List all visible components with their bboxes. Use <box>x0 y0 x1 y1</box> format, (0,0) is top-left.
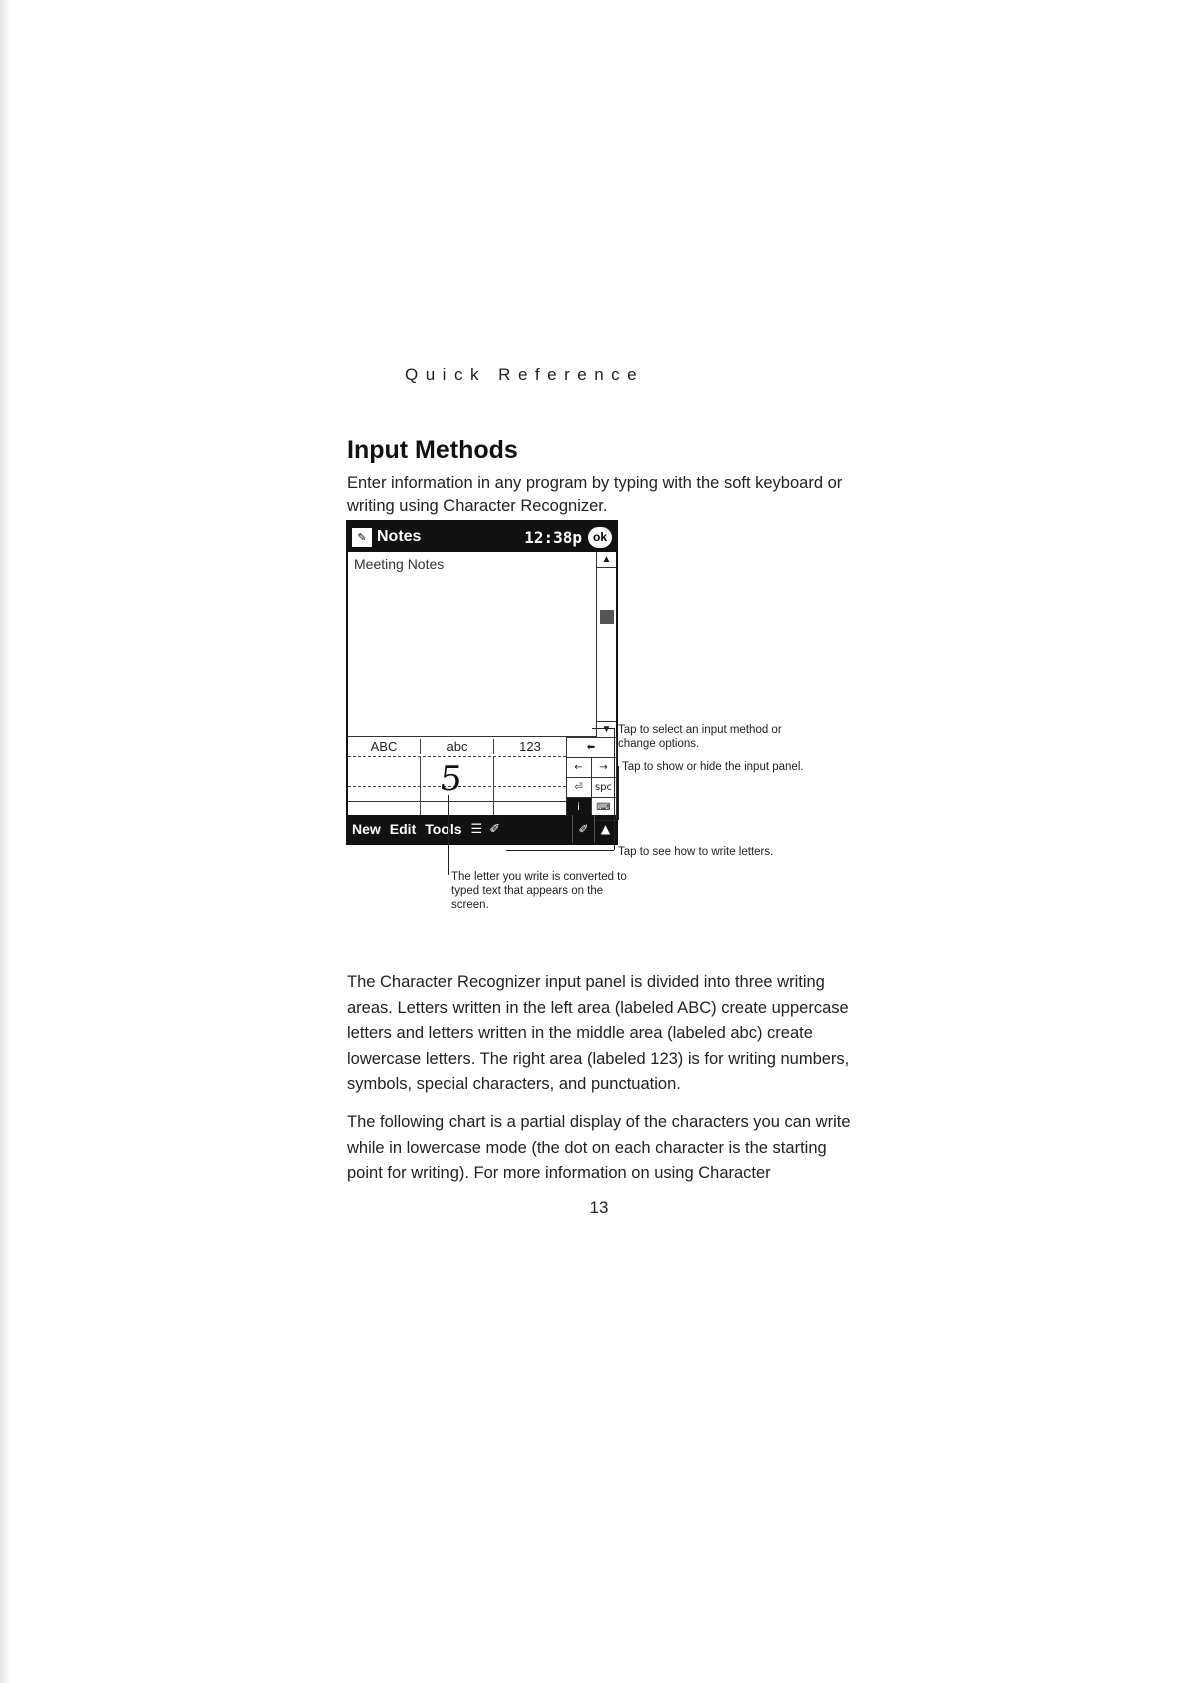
writing-area-divider-1 <box>420 757 421 816</box>
help-key[interactable]: i <box>566 797 592 818</box>
zone-label-123[interactable]: 123 <box>519 739 541 754</box>
vertical-scrollbar[interactable] <box>596 552 616 737</box>
callout-letter-converted: The letter you write is converted to typed text that appears on the screen. <box>451 871 627 911</box>
handwritten-ink-stroke: 5 <box>437 759 464 799</box>
writing-area[interactable] <box>348 757 566 817</box>
writing-area-divider-2 <box>493 757 494 816</box>
left-arrow-key[interactable]: ← <box>566 757 592 778</box>
pen-icon[interactable]: ✐ <box>489 821 501 837</box>
running-head: Quick Reference <box>405 365 645 384</box>
scrollbar-thumb[interactable] <box>600 610 614 624</box>
edit-button[interactable]: Edit <box>389 821 417 837</box>
enter-key[interactable]: ⏎ <box>566 777 592 798</box>
leader-line-a <box>592 728 614 729</box>
callout-show-hide-panel: Tap to show or hide the input panel. <box>622 761 804 773</box>
right-arrow-key[interactable]: → <box>591 757 617 778</box>
zone-label-abc-lower[interactable]: abc <box>421 739 494 754</box>
ok-button[interactable]: ok <box>588 527 612 548</box>
writing-guide-solid <box>348 801 566 802</box>
command-bar <box>348 815 616 843</box>
scan-edge-shadow <box>0 0 12 1683</box>
input-methods-figure <box>346 520 826 940</box>
pda-device-screenshot <box>346 520 618 845</box>
page-number: 13 <box>589 1198 609 1217</box>
page-title: Input Methods <box>347 436 518 464</box>
leader-line-vertical-a <box>614 728 615 820</box>
keyboard-key[interactable]: ⌨ <box>591 797 617 818</box>
list-icon[interactable]: ☰ <box>470 821 483 837</box>
pda-title-bar <box>348 522 616 552</box>
pda-app-title: Notes <box>377 528 422 545</box>
intro-paragraph: Enter information in any program by typing with the soft keyboard or writing using Character Recognizer. <box>347 474 843 515</box>
tools-button[interactable]: Tools <box>425 821 462 837</box>
body-paragraph-1: The Character Recognizer input panel is divided into three writing areas. Letters written in the left area (labeled ABC) create uppercase letters and letters written in the middle area (labeled abc) create lowercase letters. The right area (labeled 123) is for writing numbers, symbols, special characters, and punctuation. <box>347 973 850 1093</box>
leader-line-vertical-b <box>618 766 619 820</box>
notes-icon: ✎ <box>352 528 372 547</box>
note-text: Meeting Notes <box>354 556 445 572</box>
input-panel-pen-icon[interactable]: ✐ <box>572 815 594 843</box>
new-button[interactable]: New <box>352 821 381 837</box>
scroll-down-arrow-icon[interactable]: ▼ <box>597 721 616 737</box>
scroll-up-arrow-icon[interactable]: ▲ <box>597 552 616 568</box>
input-panel-zone-labels <box>348 737 566 757</box>
character-recognizer-panel[interactable] <box>348 737 616 817</box>
leader-line-c <box>506 850 614 851</box>
leader-line-vertical-d <box>448 795 449 875</box>
clock-label: 12:38p <box>524 527 582 547</box>
leader-line-vertical-c <box>614 820 615 850</box>
callout-select-input-method: Tap to select an input method or change options. <box>618 724 782 750</box>
input-panel-keys[interactable] <box>566 737 616 817</box>
body-paragraph-2: The following chart is a partial display of the characters you can write while in lowercase mode (the dot on each character is the starting point for writing). For more information on using Character <box>347 1113 851 1182</box>
note-canvas[interactable] <box>348 552 616 737</box>
chevron-up-icon[interactable]: ▲ <box>594 815 616 843</box>
callout-see-how-to-write: Tap to see how to write letters. <box>618 846 774 858</box>
zone-label-abc-upper[interactable]: ABC <box>348 739 421 754</box>
space-key[interactable]: spc <box>591 777 617 798</box>
backspace-key[interactable]: ⬅ <box>566 737 617 758</box>
